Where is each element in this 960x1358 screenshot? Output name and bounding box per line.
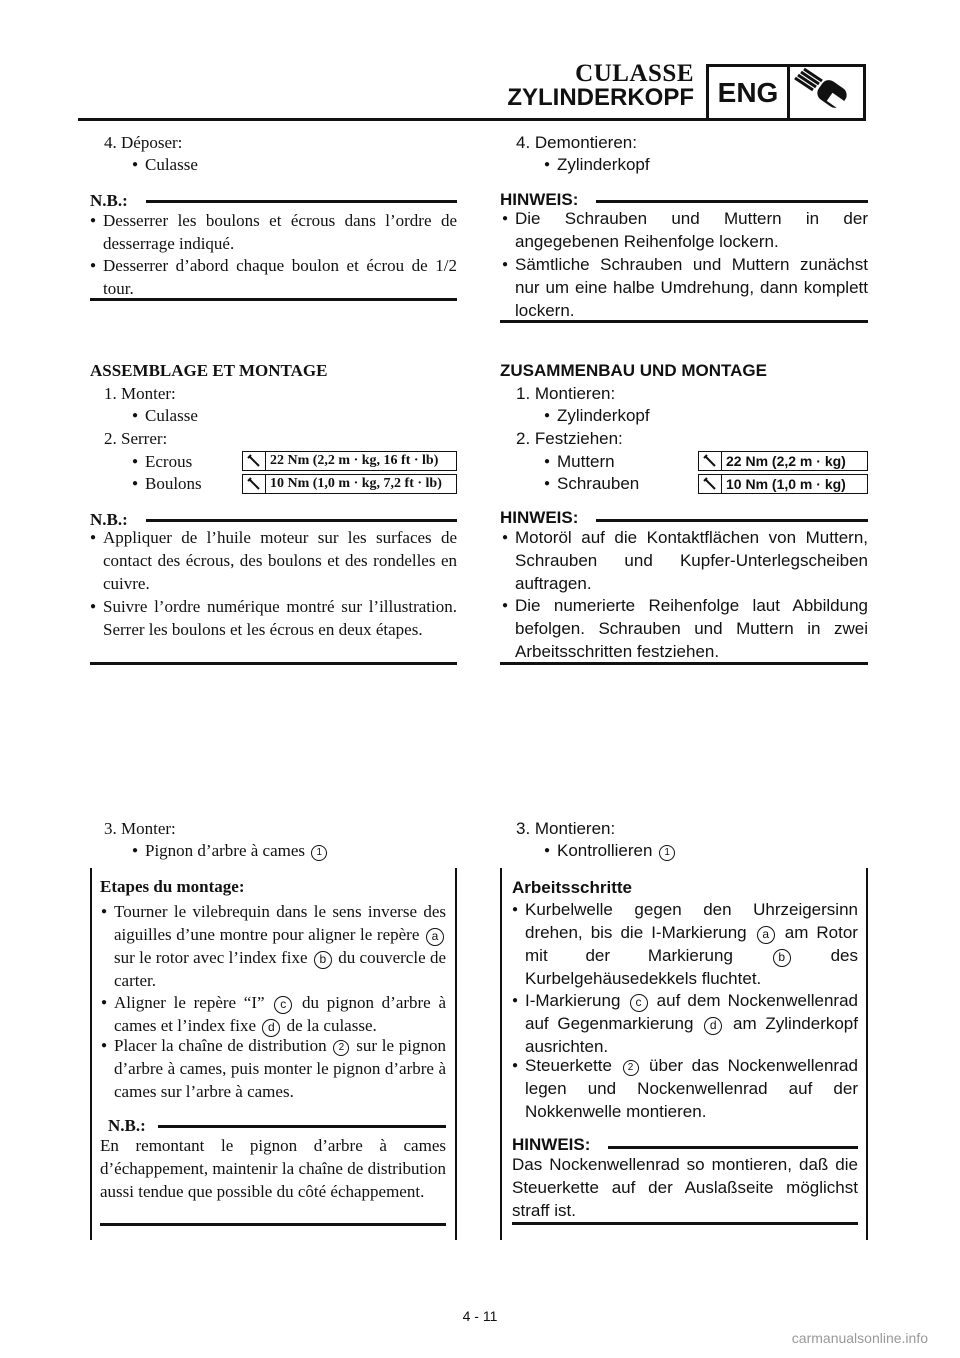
de-box-title: Arbeitsschritte bbox=[512, 878, 632, 897]
fr-nb-rule-bottom bbox=[90, 298, 457, 301]
header-title-de: ZYLINDERKOPF bbox=[507, 84, 694, 111]
fr-nb-label-2: N.B.: bbox=[90, 510, 128, 529]
fr-nb2-bullet-2: ● Suivre l’ordre numérique montré sur l’illustration. Serrer les boulons et les écrous en deux étapes. bbox=[103, 595, 457, 641]
fr-nb-rule-top bbox=[146, 200, 457, 203]
fr-box-nb-rule-bottom bbox=[100, 1223, 446, 1226]
de-assembly-step1-item: ● Zylinderkopf bbox=[557, 405, 650, 427]
de-nb2-bullet-2: ● Die numerierte Reihenfolge laut Abbildung befolgen. Schrauben und Muttern in zwei Arbeitsschritten festziehen. bbox=[515, 594, 868, 663]
fr-assembly-step1-item: ● Culasse bbox=[145, 405, 198, 427]
de-nb-rule-top bbox=[596, 200, 868, 203]
fr-box-nb-text: En remontant le pignon d’arbre à cames d’échappement, maintenir la chaîne de distribution aussi tendue que possible du côté échappement. bbox=[100, 1136, 446, 1201]
fr-nuts-label: ● Ecrous bbox=[145, 451, 192, 473]
de-box-nb-rule-top bbox=[608, 1146, 858, 1149]
de-nuts-label: ● Muttern bbox=[557, 451, 615, 473]
de-torque-nuts bbox=[698, 451, 868, 471]
fr-bolts-label: ● Boulons bbox=[145, 473, 202, 495]
header-rule bbox=[78, 118, 706, 121]
de-torque-nuts-value: 22 Nm (2,2 m · kg) bbox=[726, 453, 846, 469]
de-step3: 3. Montieren: bbox=[516, 819, 616, 838]
de-nb-label-1: HINWEIS: bbox=[500, 190, 579, 209]
fr-torque-nuts-value: 22 Nm (2,2 m · kg, 16 ft · lb) bbox=[270, 453, 439, 468]
torque-wrench-icon bbox=[699, 452, 722, 470]
fr-assembly-step2: 2. Serrer: bbox=[104, 429, 168, 448]
watermark: carmanualsonline.info bbox=[791, 1330, 928, 1346]
fr-box-nb-rule-top bbox=[158, 1125, 446, 1128]
de-torque-bolts-value: 10 Nm (1,0 m · kg) bbox=[726, 476, 846, 492]
fr-remove-item: ● Culasse bbox=[145, 154, 198, 176]
de-nb-bullet-2: ● Sämtliche Schrauben und Muttern zunächst nur um eine halbe Umdrehung, dann komplett lockern. bbox=[515, 253, 868, 322]
fr-box-right-bar bbox=[455, 868, 457, 1240]
de-assembly-step2: 2. Festziehen: bbox=[516, 429, 623, 448]
de-box-right-bar bbox=[866, 868, 868, 1240]
fr-nb-bullet-1: ● Desserrer les boulons et écrous dans l’ordre de desserrage indiqué. bbox=[103, 209, 457, 255]
torque-wrench-icon bbox=[243, 452, 266, 470]
fr-box-bullet-1: ● Tourner le vilebrequin dans le sens inverse des aiguilles d’une montre pour aligner le repère a sur le rotor avec l’index fixe b du couvercle de carter. bbox=[114, 900, 446, 992]
de-box-bullet-2: ● I-Markierung c auf dem Nockenwellenrad auf Gegenmarkierung d am Zylinderkopf ausrichten. bbox=[525, 989, 858, 1058]
fr-box-left-bar bbox=[90, 868, 92, 1240]
de-nb-rule-bottom bbox=[500, 320, 868, 323]
de-box-bullet-3: ● Steuerkette 2 über das Nockenwellenrad legen und Nockenwellenrad auf der Nokkenwelle montieren. bbox=[525, 1054, 858, 1123]
de-torque-bolts bbox=[698, 474, 868, 494]
de-remove-item: ● Zylinderkopf bbox=[557, 154, 650, 176]
fr-assembly-step1: 1. Monter: bbox=[104, 384, 176, 403]
fr-nb-label-1: N.B.: bbox=[90, 191, 128, 210]
fr-torque-bolts bbox=[242, 474, 457, 494]
fr-torque-bolts-value: 10 Nm (1,0 m · kg, 7,2 ft · lb) bbox=[270, 476, 442, 491]
fr-box-bullet-2: ● Aligner le repère “I” c du pignon d’arbre à cames et l’index fixe d de la culasse. bbox=[114, 991, 446, 1037]
de-step3-item: ● Kontrollieren 1 bbox=[557, 840, 677, 862]
de-box-nb-label: HINWEIS: bbox=[512, 1135, 591, 1154]
fr-box-nb-label: N.B.: bbox=[108, 1116, 146, 1135]
fr-step3-item: ● Pignon d’arbre à cames 1 bbox=[145, 840, 329, 862]
torque-wrench-icon bbox=[243, 475, 266, 493]
fr-box-title: Etapes du montage: bbox=[100, 877, 245, 896]
cylinder-head-icon bbox=[788, 67, 863, 118]
engine-section-icon bbox=[788, 64, 866, 121]
fr-remove-step: 4. Déposer: bbox=[104, 133, 183, 152]
page-number: 4 - 11 bbox=[462, 1308, 498, 1324]
de-bolts-label: ● Schrauben bbox=[557, 473, 639, 495]
de-box-bullet-1: ● Kurbelwelle gegen den Uhrzeigersinn drehen, bis die I-Markierung a am Rotor mit der Markierung b des Kurbelgehäusedekkels fluchtet. bbox=[525, 898, 858, 990]
torque-wrench-icon bbox=[699, 475, 722, 493]
fr-nb2-rule-bottom bbox=[90, 662, 457, 665]
fr-box-bullet-3: ● Placer la chaîne de distribution 2 sur le pignon d’arbre à cames, puis monter le pignon d’arbre à cames sur l’arbre à cames. bbox=[114, 1034, 446, 1103]
header-title-fr: CULASSE bbox=[575, 60, 694, 87]
eng-badge: ENG bbox=[706, 64, 790, 121]
de-box-nb-rule-bottom bbox=[512, 1222, 858, 1225]
de-nb-bullet-1: ● Die Schrauben und Muttern in der angegebenen Reihenfolge lockern. bbox=[515, 207, 868, 253]
fr-nb2-rule-top bbox=[146, 519, 457, 522]
fr-nb2-bullet-1: ● Appliquer de l’huile moteur sur les surfaces de contact des écrous, des boulons et des rondelles en cuivre. bbox=[103, 526, 457, 595]
fr-assembly-heading: ASSEMBLAGE ET MONTAGE bbox=[90, 361, 328, 380]
fr-step3: 3. Monter: bbox=[104, 819, 176, 838]
de-assembly-heading: ZUSAMMENBAU UND MONTAGE bbox=[500, 361, 767, 380]
de-remove-step: 4. Demontieren: bbox=[516, 133, 637, 152]
de-nb-label-2: HINWEIS: bbox=[500, 508, 579, 527]
de-box-left-bar bbox=[500, 868, 502, 1240]
de-box-nb-text: Das Nockenwellenrad so montieren, daß die Steuerkette auf der Auslaßseite möglichst straff ist. bbox=[512, 1155, 858, 1220]
de-nb2-bullet-1: ● Motoröl auf die Kontaktflächen von Muttern, Schrauben und Kupfer-Unterlegscheiben auftragen. bbox=[515, 526, 868, 595]
de-assembly-step1: 1. Montieren: bbox=[516, 384, 616, 403]
fr-torque-nuts bbox=[242, 451, 457, 471]
de-nb2-rule-top bbox=[596, 519, 868, 522]
de-nb2-rule-bottom bbox=[500, 662, 868, 665]
fr-nb-bullet-2: ● Desserrer d’abord chaque boulon et écrou de 1/2 tour. bbox=[103, 254, 457, 300]
